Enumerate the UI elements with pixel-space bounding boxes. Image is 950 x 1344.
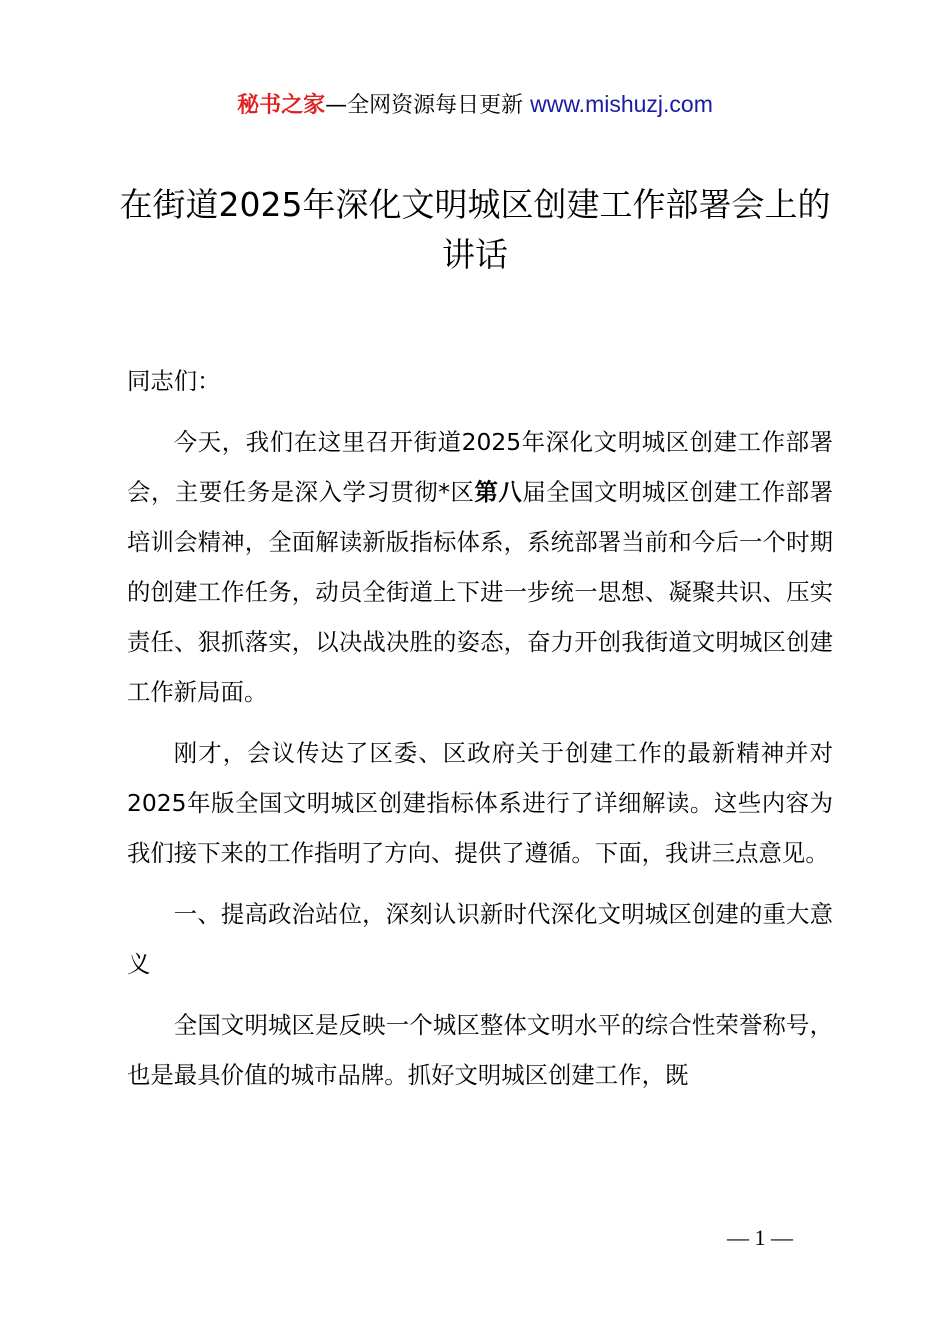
paragraph-briefing: 刚才，会议传达了区委、区政府关于创建工作的最新精神并对2025年版全国文明城区创建指标体系进行了详细解读。这些内容为我们接下来的工作指明了方向、提供了遵循。下面，我讲三点意见。 [127, 739, 833, 867]
document-body [127, 356, 833, 1111]
section-heading-1: 一、提高政治站位，深刻认识新时代深化文明城区创建的重大意义 [127, 900, 833, 978]
site-brand: 秘书之家 [237, 93, 326, 118]
paragraph-opening-text-b: 届全国文明城区创建工作部署培训会精神，全面解读新版指标体系，系统部署当前和今后一个时期的创建工作任务，动员全街道上下进一步统一思想、凝聚共识、压实责任、狠抓落实，以决战决胜的姿态，奋力开创我街道文明城区创建工作新局面。 [127, 478, 834, 706]
paragraph-significance: 全国文明城区是反映一个城区整体文明水平的综合性荣誉称号，也是最具价值的城市品牌。抓好文明城区创建工作，既 [127, 1011, 833, 1089]
page-number: — 1 — [727, 1225, 793, 1250]
paragraph-opening-text-a: 今天，我们在这里召开街道2025年深化文明城区创建工作部署会，主要任务是深入学习贯彻*区 [127, 428, 833, 506]
document-title: 在街道2025年深化文明城区创建工作部署会上的讲话 [119, 185, 831, 274]
site-header [0, 88, 950, 122]
site-url[interactable]: www.mishuzj.com [530, 91, 713, 117]
site-tagline: —全网资源每日更新 [325, 93, 531, 118]
paragraph-opening-bold: 第八 [474, 478, 523, 506]
salutation: 同志们： [127, 367, 221, 395]
paragraph-opening [127, 417, 833, 717]
